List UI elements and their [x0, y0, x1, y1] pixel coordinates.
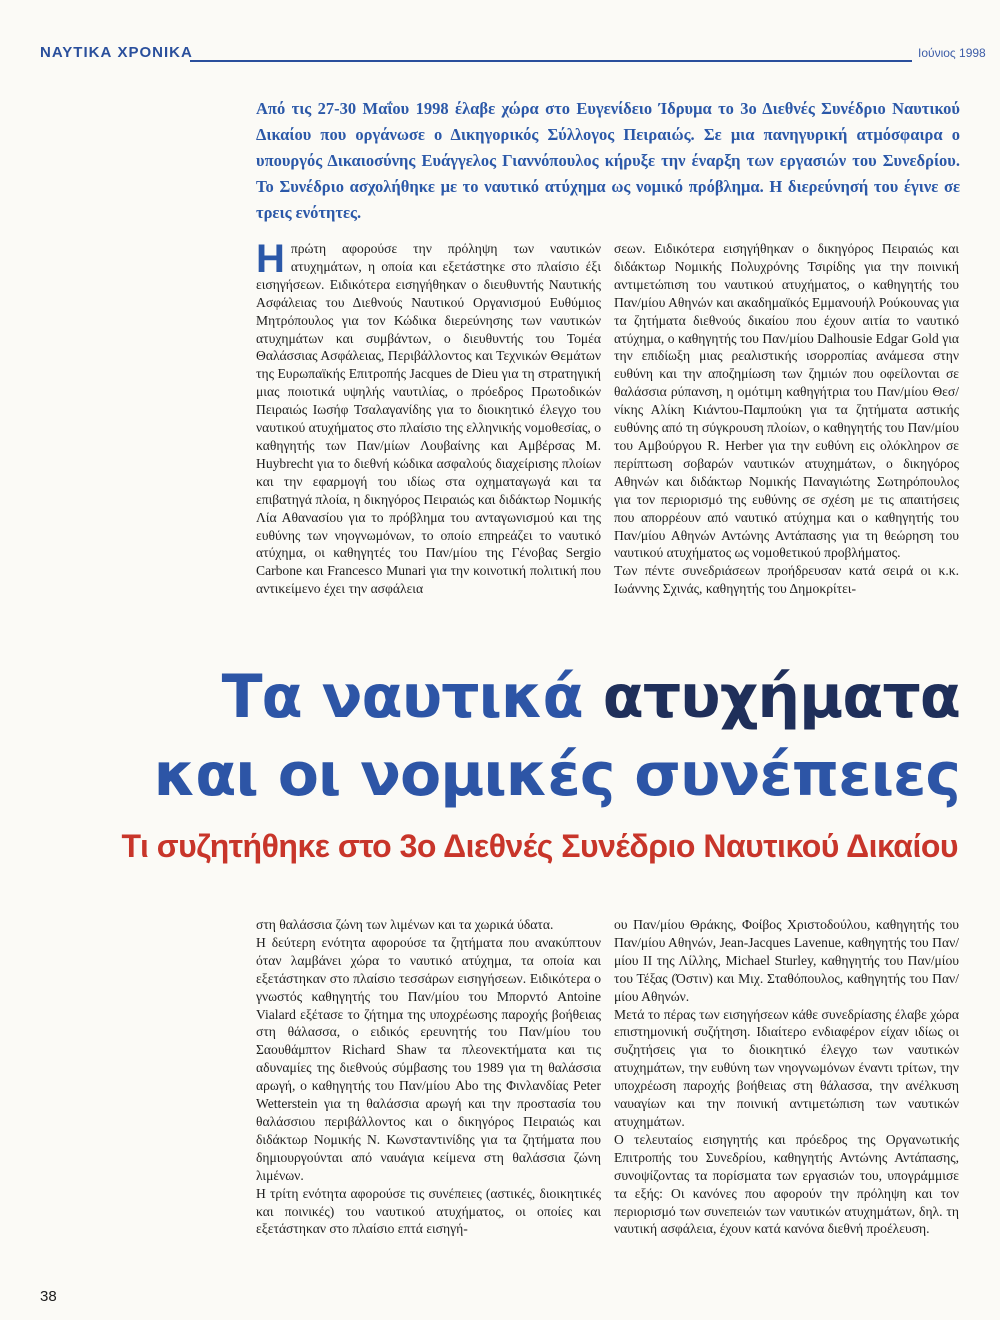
- column-right-top: [614, 240, 959, 598]
- column-right-bottom: [614, 916, 959, 1238]
- headline-part-1: Τα ναυτικά: [221, 662, 583, 732]
- paragraph: Μετά το πέρας των εισηγήσεων κάθε συνεδρίασης έλαβε χώρα επιστημονική συζήτηση. Ιδιαίτερο ενδιαφέρον είχαν ιδίως οι συζητήσεις για το διοικητικό έλεγχο των ναυτικών ατυχημάτων, την ευθύνη των νηογνωμόνων έναντι τρίτων, την υποχρέωση παροχής βοήθειας στη θάλασσα, την ανέλκυση ναυαγίων και την ποινική αντιμετώπιση των ναυτικών ατυχημάτων.: [614, 1006, 959, 1129]
- magazine-title: ΝΑΥΤΙΚΑ ΧΡΟΝΙΚΑ: [40, 44, 193, 61]
- paragraph: Ο τελευταίος εισηγητής και πρόεδρος της Οργανωτικής Επιτροπής του Συνεδρίου, καθηγητής Αντώνης Αντάπασης, συνοψίζοντας τα πορίσματα των εργασιών του, υπογράμμισε τα εξής: Οι κανόνες που αφορούν την πρόληψη και τον περιορισμό των συνεπειών των ναυτικών ατυχημάτων, δηλ. τη ναυτική ασφάλεια, έχουν κατά κανόνα διεθνή προέλευση.: [614, 1131, 959, 1237]
- headline-line-2: και οι νομικές συνέπειες: [153, 740, 960, 810]
- paragraph: Η δεύτερη ενότητα αφορούσε τα ζητήματα που ανακύπτουν όταν λαμβάνει χώρα το ναυτικό ατύχημα, τα οποία και εξετάστηκαν στο πλαίσιο τεσσάρων εισηγήσεων. Ειδικότερα ο γνωστός καθηγητής του Παν/μίου του Μπορντό Antoine Vialard εξέτασε το ζήτημα της υποχρέωσης παροχής βοήθειας στη θάλασσα, ο ειδικός ερευνητής του Παν/μίου του Σαουθάμπτον Richard Shaw τα πλεονεκτήματα και τις αδυναμίες της διεθνούς σύμβασης του 1989 για τη θαλάσσια αρωγή, ο καθηγητής του Παν/μίου Abo της Φινλανδίας Peter Wetterstein για τη θαλάσσια αρωγή και την προστασία του θαλάσσιου περιβάλλοντος και ο δικηγόρος Πειραιώς και διδάκτωρ Νομικής Ν. Κωνσταντινίδης για τα ζητήματα που δημιουργούνται από ναυάγια κείμενα στη θαλάσσια ζώνη λιμένων.: [256, 934, 601, 1183]
- paragraph: Η τρίτη ενότητα αφορούσε τις συνέπειες (αστικές, διοικητικές και ποινικές) του ναυτικού ατυχήματος, οι οποίες και εξετάστηκαν στο πλαίσιο επτά εισηγή-: [256, 1185, 601, 1237]
- paragraph: ου Παν/μίου Θράκης, Φοίβος Χριστοδούλου, καθηγητής του Παν/μίου Αθηνών, Jean-Jacques Lavenue, καθηγητής του Παν/μίου ΙΙ της Λίλλης, Michael Sturley, καθηγητής του Παν/μίου του Τέξας (Όστιν) και Μιχ. Σταθόπουλος, καθηγητής του Παν/μίου Αθηνών.: [614, 917, 959, 1004]
- paragraph: [256, 237, 602, 598]
- drop-cap: Η: [256, 237, 285, 281]
- header-rule: [190, 60, 912, 62]
- headline-part-2: ατυχήματα: [602, 662, 960, 732]
- paragraph: στη θαλάσσια ζώνη των λιμένων και τα χωρικά ύδατα.: [256, 917, 554, 932]
- paragraph: σεων. Ειδικότερα εισηγήθηκαν ο δικηγόρος Πειραιώς και διδάκτωρ Νομικής Πολυχρόνης Τσιρίδης για την ποινική αντιμετώπιση του ναυτικού ατυχήματος, ο καθηγητής του Παν/μίου Αθηνών και ακαδημαϊκός Εμμανουήλ Ρούκουνας για τα ζητήματα διεθνούς δικαίου που έχουν αιτία το ναυτικό ατύχημα, ο καθηγητής του Παν/μίου Dalhousie Edgar Gold για την επιδίωξη μιας ρεαλιστικής ισορροπίας ανάμεσα στην ευθύνη και την αποζημίωση των ζημιών που οφείλονται σε θαλάσσια ρύπανση, η ομότιμη καθηγήτρια του Παν/μίου Θεσ/νίκης Αλίκη Κιάντου-Παμπούκη για τα ζητήματα αστικής ευθύνης από τη σύγκρουση πλοίων, ο καθηγητής του Παν/μίου του Αμβούργου R. Herber για την ευθύνη εις ολόκληρον σε περίπτωση σοβαρών ναυτικών ατυχημάτων, ο δικηγόρος Αθηνών και διδάκτωρ Νομικής Παναγιώτης Σωτηρόπουλος για τον περιορισμό της ευθύνης σε σχέση με τις απαιτήσεις που απορρέουν από ναυτικό ατύχημα και ο καθηγητής του Παν/μίου Αθηνών Αντώνης Αντάπασης για τη θεώρηση του ναυτικού ατυχήματος ως νομοθετικού προβλήματος.: [614, 241, 959, 561]
- column-left-top: [256, 237, 602, 598]
- paragraph: Των πέντε συνεδριάσεων προήδρευσαν κατά σειρά οι κ.κ. Ιωάννης Σχινάς, καθηγητής του Δημοκρίτει-: [614, 563, 959, 597]
- headline-line-1: [0, 660, 960, 734]
- issue-date: Ιούνιος 1998: [918, 46, 986, 60]
- article-lede: Από τις 27-30 Μαΐου 1998 έλαβε χώρα στο Ευγενίδειο Ίδρυμα το 3ο Διεθνές Συνέδριο Ναυτικού Δικαίου που οργάνωσε ο Δικηγορικός Σύλλογος Πειραιώς. Σε μια πανηγυρική ατμόσφαιρα ο υπουργός Δικαιοσύνης Ευάγγελος Γιαννόπουλος κήρυξε την έναρξη των εργασιών του Συνεδρίου. Το Συνέδριο ασχολήθηκε με το ναυτικό ατύχημα ως νομικό πρόβλημα. Η διερεύνησή του έγινε σε τρεις ενότητες.: [256, 99, 960, 222]
- subheadline: Τι συζητήθηκε στο 3ο Διεθνές Συνέδριο Ναυτικού Δικαίου: [121, 828, 958, 864]
- column-left-bottom: [256, 916, 601, 1238]
- page-header: [0, 0, 1000, 80]
- paragraph-text: πρώτη αφορούσε την πρόληψη των ναυτικών ατυχημάτων, η οποία και εξετάστηκε στο πλαίσιο έξι εισηγήσεων. Ειδικότερα εισηγήθηκαν ο διευθυντής Ναυτικής Ασφάλειας του Διεθνούς Ναυτικού Οργανισμού Ευθύμιος Μητρόπουλος για τον Κώδικα διερεύνησης των ναυτικών ατυχημάτων και συμβάντων, ο διευθυντής του Τομέα Θαλάσσιας Ασφάλειας, Περιβάλλοντος και Τεχνικών Θεμάτων της Ευρωπαϊκής Επιτροπής Jacques de Dieu για τη στρατηγική μιας ποιοτικά υψηλής ναυτιλίας, ο πρόεδρος Πρωτοδικών Πειραιώς Ιωσήφ Τσαλαγανίδης για το διοικητικό έλεγχο του ναυτικού ατυχήματος στο πλαίσιο της ελληνικής νομοθεσίας, ο καθηγητής των Παν/μίων Λουβαίνης και Αμβέρσας M. Huybrecht για το διεθνή κώδικα ασφαλούς διαχείρισης πλοίων και την εφαρμογή του ιδίως στα οχηματαγωγά και τα επιβατηγά πλοία, η δικηγόρος Πειραιώς και διδάκτωρ Νομικής Λία Αθανασίου για το πρόβλημα του ανταγωνισμού και της ευθύνης των νηογνωμόνων, το οποίο επηρεάζει το ναυτικό ατύχημα, οι καθηγητές του Παν/μίου της Γένοβας Sergio Carbone και Francesco Munari για την κοινοτική πολιτική που αντικείμενο έχει την ασφάλεια: [256, 241, 602, 597]
- page-number: 38: [40, 1288, 57, 1305]
